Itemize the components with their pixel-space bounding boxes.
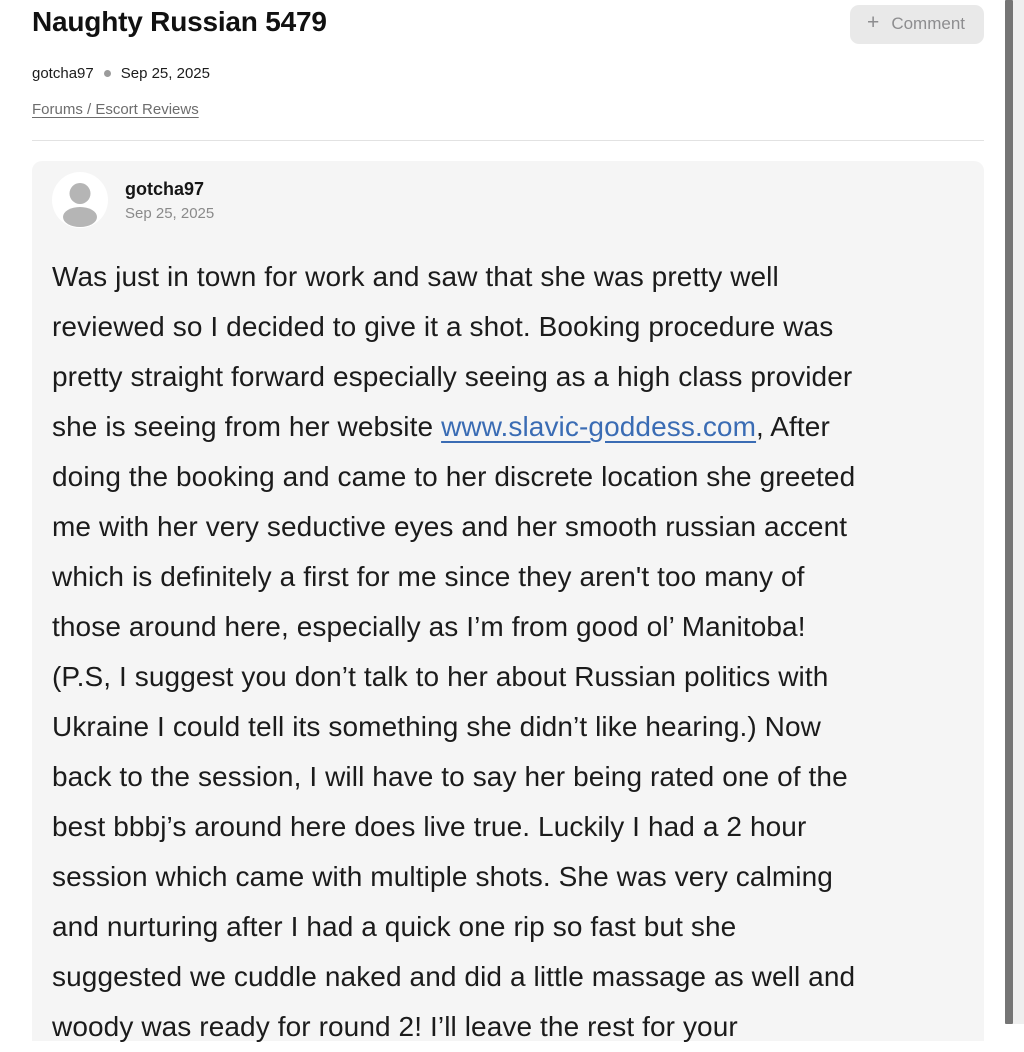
post-body-line	[52, 602, 958, 652]
post-body-line	[52, 902, 958, 952]
post-text: (P.S, I suggest you don’t talk to her about Russian politics with	[52, 661, 829, 692]
post-text: , After	[756, 411, 830, 442]
post-body-line	[52, 502, 958, 552]
person-icon	[52, 172, 108, 228]
post-text: session which came with multiple shots. She was very calming	[52, 861, 833, 892]
post-body-line	[52, 652, 958, 702]
post-text: doing the booking and came to her discrete location she greeted	[52, 461, 856, 492]
post-text: woody was ready for round 2! I’ll leave the rest for your	[52, 1011, 738, 1042]
comment-button[interactable]	[850, 5, 984, 44]
post-card	[32, 161, 984, 1041]
post-body-line	[52, 952, 958, 1002]
page-title: Naughty Russian 5479	[32, 6, 327, 37]
plus-icon: +	[867, 11, 880, 34]
post-body-line	[52, 402, 958, 452]
comment-button-label: Comment	[891, 14, 965, 33]
scrollbar-thumb[interactable]	[1005, 0, 1013, 1024]
post-text: and nurturing after I had a quick one rip so fast but she	[52, 911, 737, 942]
dot-separator-icon	[104, 70, 111, 77]
post-text: Ukraine I could tell its something she didn’t like hearing.) Now	[52, 711, 821, 742]
post-text: suggested we cuddle naked and did a little massage as well and	[52, 961, 856, 992]
post-body	[52, 252, 958, 1052]
post-body-line	[52, 252, 958, 302]
post-text: which is definitely a first for me since they aren't too many of	[52, 561, 805, 592]
post-link[interactable]: www.slavic-goddess.com	[441, 411, 757, 442]
thread-date: Sep 25, 2025	[120, 65, 210, 82]
scrollbar-track[interactable]	[1013, 0, 1024, 1024]
post-text: reviewed so I decided to give it a shot. Booking procedure was	[52, 311, 834, 342]
post-body-line	[52, 302, 958, 352]
post-author[interactable]: gotcha97	[125, 178, 205, 199]
post-body-line	[52, 702, 958, 752]
breadcrumb[interactable]: Forums / Escort Reviews	[32, 101, 199, 118]
post-text: best bbbj’s around here does live true. Luckily I had a 2 hour	[52, 811, 807, 842]
post-body-line	[52, 552, 958, 602]
header-divider	[32, 140, 984, 141]
post-body-line	[52, 352, 958, 402]
post-body-line	[52, 802, 958, 852]
header-row	[32, 0, 984, 44]
thread-meta	[32, 65, 984, 82]
post-text: Was just in town for work and saw that she was pretty well	[52, 261, 779, 292]
post-text: she is seeing from her website	[52, 411, 442, 442]
post-author-block	[125, 179, 214, 222]
post-header	[52, 172, 958, 228]
post-body-line	[52, 752, 958, 802]
post-body-line	[52, 452, 958, 502]
avatar[interactable]	[52, 172, 108, 228]
post-body-line	[52, 1002, 958, 1052]
thread-author: gotcha97	[32, 65, 94, 82]
post-date: Sep 25, 2025	[125, 204, 215, 222]
post-body-line	[52, 852, 958, 902]
post-text: pretty straight forward especially seeing as a high class provider	[52, 361, 853, 392]
post-text: me with her very seductive eyes and her smooth russian accent	[52, 511, 848, 542]
post-text: back to the session, I will have to say her being rated one of the	[52, 761, 848, 792]
post-text: those around here, especially as I’m from good ol’ Manitoba!	[52, 611, 806, 642]
